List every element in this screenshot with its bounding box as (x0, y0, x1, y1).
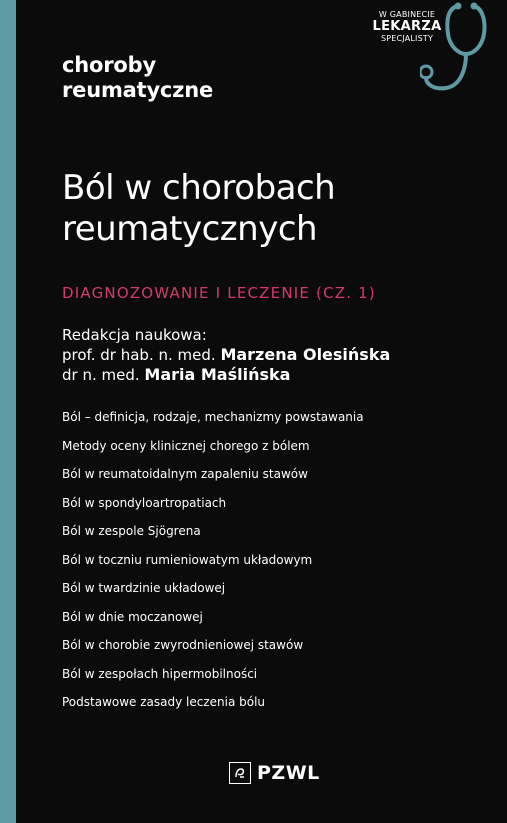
list-item: Ból w chorobie zwyrodnieniowej stawów (62, 638, 304, 653)
book-title (62, 168, 482, 250)
pzwl-logo-icon (229, 762, 251, 784)
title-line-2: reumatycznych (62, 209, 318, 249)
editor-2-prefix: dr n. med. (62, 366, 140, 384)
list-item: Podstawowe zasady leczenia bólu (62, 695, 266, 710)
editor-2 (62, 365, 390, 385)
list-item: Ból w toczniu rumieniowatym układowym (62, 552, 313, 567)
editor-1-prefix: prof. dr hab. n. med. (62, 346, 216, 364)
list-item: Ból w zespołach hipermobilności (62, 666, 258, 681)
badge-line-3: SPECJALISTY (380, 34, 434, 43)
list-item: Ból w spondyloartropatiach (62, 495, 227, 510)
topic-list (62, 403, 392, 717)
badge-line-2: LEKARZA (372, 19, 442, 34)
list-item: Ból – definicja, rodzaje, mechanizmy powstawania (62, 410, 364, 425)
badge-line-1: W GABINECIE (378, 10, 436, 19)
accent-bar (0, 0, 16, 823)
list-item: Ból w zespole Sjögrena (62, 524, 201, 539)
book-subtitle: DIAGNOZOWANIE I LECZENIE (CZ. 1) (62, 284, 376, 302)
series-title (62, 53, 213, 103)
editors-heading: Redakcja naukowa: (62, 326, 207, 344)
title-line-1: Ból w chorobach (62, 168, 336, 208)
list-item: Ból w dnie moczanowej (62, 609, 203, 624)
editor-1 (62, 345, 390, 365)
stethoscope-icon (420, 0, 507, 100)
list-item: Ból w reumatoidalnym zapaleniu stawów (62, 467, 308, 482)
series-line-2: reumatyczne (62, 78, 213, 102)
publisher-logo (229, 762, 320, 784)
series-line-1: choroby (62, 53, 156, 77)
editor-2-name: Maria Maślińska (144, 365, 291, 384)
editor-1-name: Marzena Olesińska (220, 345, 391, 364)
list-item: Metody oceny klinicznej chorego z bólem (62, 438, 310, 453)
publisher-name: PZWL (257, 762, 320, 784)
editors-block (62, 326, 390, 385)
list-item: Ból w twardzinie układowej (62, 581, 226, 596)
